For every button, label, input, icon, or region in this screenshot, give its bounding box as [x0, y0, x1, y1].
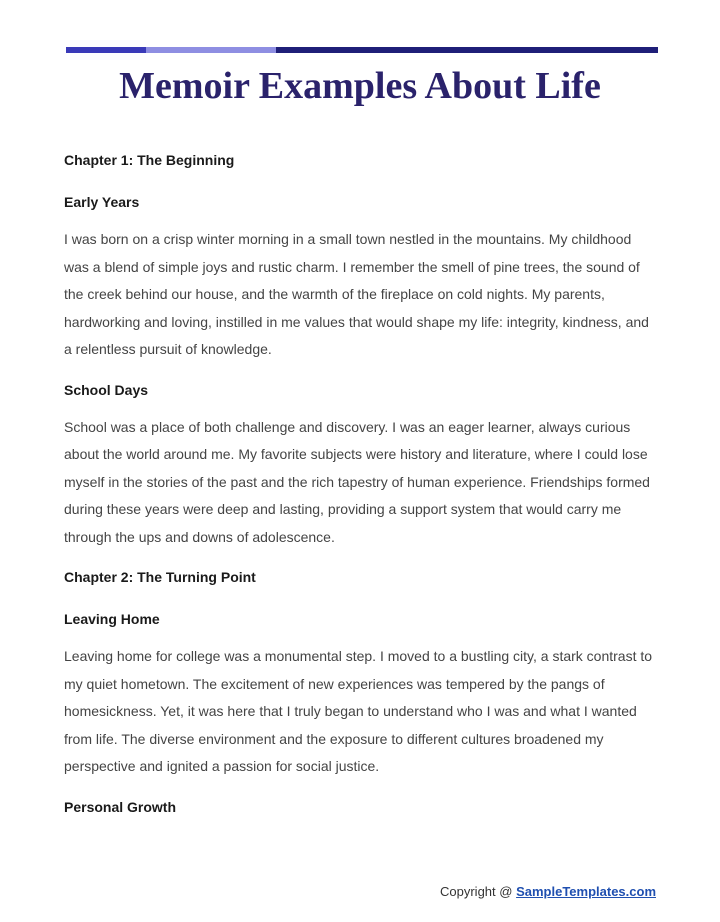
- chapter-heading: Chapter 2: The Turning Point: [64, 569, 256, 585]
- header-color-bar: [66, 47, 658, 53]
- copyright-label: Copyright @: [440, 884, 513, 899]
- brand-link[interactable]: SampleTemplates.com: [516, 884, 656, 899]
- document-body: [64, 150, 656, 831]
- section-heading: School Days: [64, 381, 149, 398]
- section-heading: Leaving Home: [64, 611, 160, 627]
- header-bar-segment-navy: [276, 47, 658, 53]
- section-heading: Early Years: [64, 194, 140, 210]
- paragraph: School was a place of both challenge and discovery. I was an eager learner, always curious about the world around me. My favorite subjects were history and literature, where I could lose myself in the stories of the past and the rich tapestry of human experience. Friendships formed during these years were deep and lasting, providing a support system that would carry me through the ups and downs of adolescence.: [64, 418, 650, 545]
- paragraph: I was born on a crisp winter morning in a small town nestled in the mountains. My childhood was a blend of simple joys and rustic charm. I remember the smell of pine trees, the sound of the creek behind our house, and the warmth of the fireplace on cold nights. My parents, hardworking and loving, instilled in me values that would shape my life: integrity, kindness, and a relentless pursuit of knowledge.: [64, 231, 649, 357]
- copyright-footer: [440, 884, 656, 899]
- paragraph: Leaving home for college was a monumental step. I moved to a bustling city, a stark contrast to my quiet hometown. The excitement of new experiences was tempered by the pangs of homesickness. Yet, it was here that I truly began to understand who I was and what I wanted from life. The diverse environment and the exposure to different cultures broadened my perspective and ignited a passion for social justice.: [64, 648, 653, 774]
- header-bar-segment-dark-blue: [66, 47, 146, 53]
- document-title: Memoir Examples About Life: [119, 65, 601, 107]
- chapter-heading: Chapter 1: The Beginning: [64, 152, 235, 168]
- header-bar-segment-light-blue: [146, 47, 276, 53]
- section-heading: Personal Growth: [64, 798, 177, 815]
